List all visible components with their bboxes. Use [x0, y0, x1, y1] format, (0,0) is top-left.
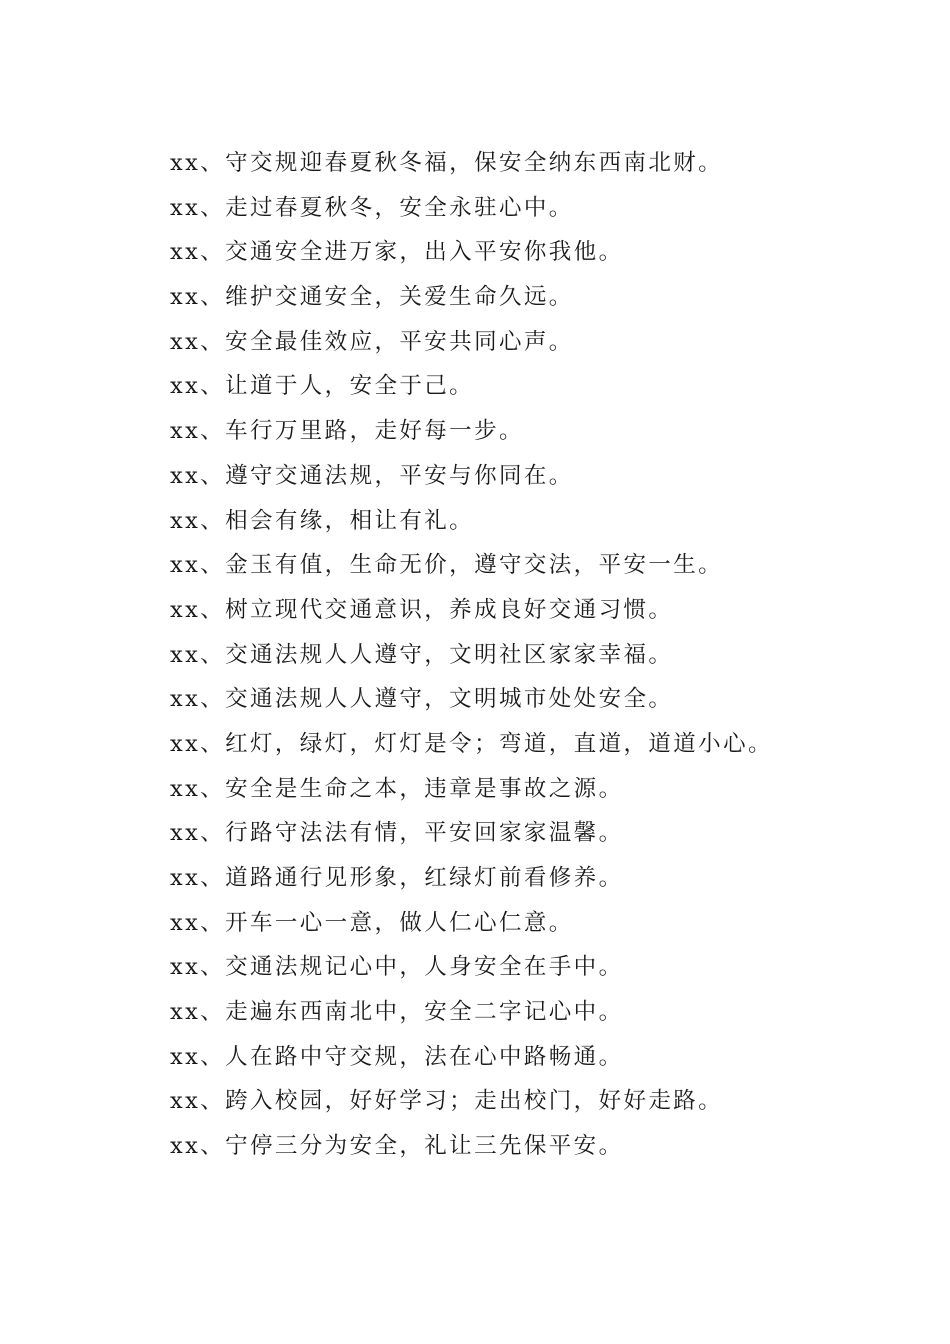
- slogan-line: xx、交通法规人人遵守，文明城市处处安全。: [170, 686, 674, 713]
- slogan-line: xx、道路通行见形象，红绿灯前看修养。: [170, 865, 624, 891]
- slogan-line: xx、交通法规记心中，人身安全在手中。: [170, 954, 624, 981]
- slogan-line: xx、安全最佳效应，平安共同心声。: [170, 328, 574, 355]
- slogan-line: xx、维护交通安全，关爱生命久远。: [170, 284, 574, 311]
- slogan-line: xx、树立现代交通意识，养成良好交通习惯。: [170, 596, 674, 623]
- slogan-line: xx、金玉有值，生命无价，遵守交法，平安一生。: [170, 552, 724, 579]
- slogan-line: xx、守交规迎春夏秋冬福，保安全纳东西南北财。: [170, 150, 724, 176]
- slogan-line: xx、遵守交通法规，平安与你同在。: [170, 462, 574, 489]
- slogan-line: xx、安全是生命之本，违章是事故之源。: [170, 775, 624, 802]
- slogan-line: xx、开车一心一意，做人仁心仁意。: [170, 909, 574, 936]
- slogan-line: xx、交通法规人人遵守，文明社区家家幸福。: [170, 641, 674, 668]
- slogan-line: xx、人在路中守交规，法在心中路畅通。: [170, 1043, 624, 1070]
- slogan-line: xx、交通安全进万家，出入平安你我他。: [170, 239, 624, 266]
- slogan-line: xx、走过春夏秋冬，安全永驻心中。: [170, 194, 574, 221]
- slogan-line: xx、宁停三分为安全，礼让三先保平安。: [170, 1133, 624, 1160]
- slogan-line: xx、行路守法法有情，平安回家家温馨。: [170, 820, 624, 847]
- slogan-line: xx、走遍东西南北中，安全二字记心中。: [170, 999, 624, 1026]
- slogan-line: xx、红灯，绿灯，灯灯是令；弯道，直道，道道小心。: [170, 730, 773, 757]
- slogan-list: [170, 141, 930, 1169]
- slogan-line: xx、车行万里路，走好每一步。: [170, 418, 524, 445]
- slogan-line: xx、相会有缘，相让有礼。: [170, 507, 475, 534]
- slogan-line: xx、跨入校园，好好学习；走出校门，好好走路。: [170, 1088, 724, 1115]
- slogan-line: xx、让道于人，安全于己。: [170, 373, 475, 400]
